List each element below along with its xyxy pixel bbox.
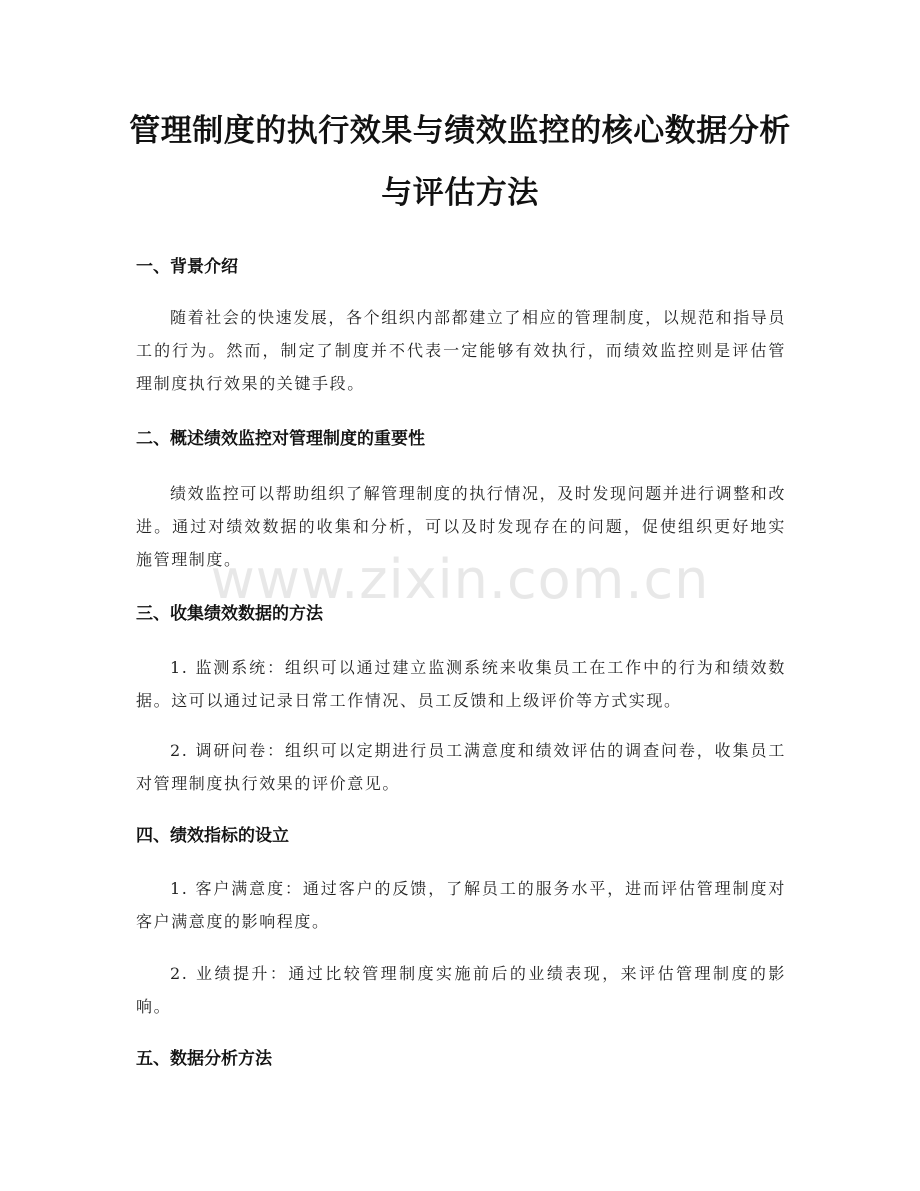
section-paragraph: 随着社会的快速发展，各个组织内部都建立了相应的管理制度，以规范和指导员工的行为。然而，制定了制度并不代表一定能够有效执行，而绩效监控则是评估管理制度执行效果的关键手段。 (136, 308, 787, 393)
section-paragraph: 2. 业绩提升：通过比较管理制度实施前后的业绩表现，来评估管理制度的影响。 (136, 964, 786, 1016)
watermark: www.zixin.com.cn (210, 548, 710, 611)
document-title: 管理制度的执行效果与绩效监控的核心数据分析与评估方法 (129, 113, 791, 211)
section-heading-background: 一、背景介绍 (136, 257, 238, 277)
section-paragraph: 2. 调研问卷：组织可以定期进行员工满意度和绩效评估的调查问卷，收集员工对管理制度执行效果的评价意见。 (136, 741, 786, 793)
section-paragraph: 绩效监控可以帮助组织了解管理制度的执行情况，及时发现问题并进行调整和改进。通过对绩效数据的收集和分析，可以及时发现存在的问题，促使组织更好地实施管理制度。 (136, 484, 787, 569)
section-paragraph: 1. 客户满意度：通过客户的反馈，了解员工的服务水平，进而评估管理制度对客户满意度的影响程度。 (136, 879, 786, 931)
section-heading-importance: 二、概述绩效监控对管理制度的重要性 (136, 429, 425, 449)
section-heading-indicators: 四、绩效指标的设立 (136, 826, 289, 846)
section-heading-data-collection: 三、收集绩效数据的方法 (136, 604, 323, 624)
section-paragraph: 1. 监测系统：组织可以通过建立监测系统来收集员工在工作中的行为和绩效数据。这可以通过记录日常工作情况、员工反馈和上级评价等方式实现。 (136, 658, 786, 710)
section-heading-analysis-methods: 五、数据分析方法 (136, 1049, 272, 1069)
